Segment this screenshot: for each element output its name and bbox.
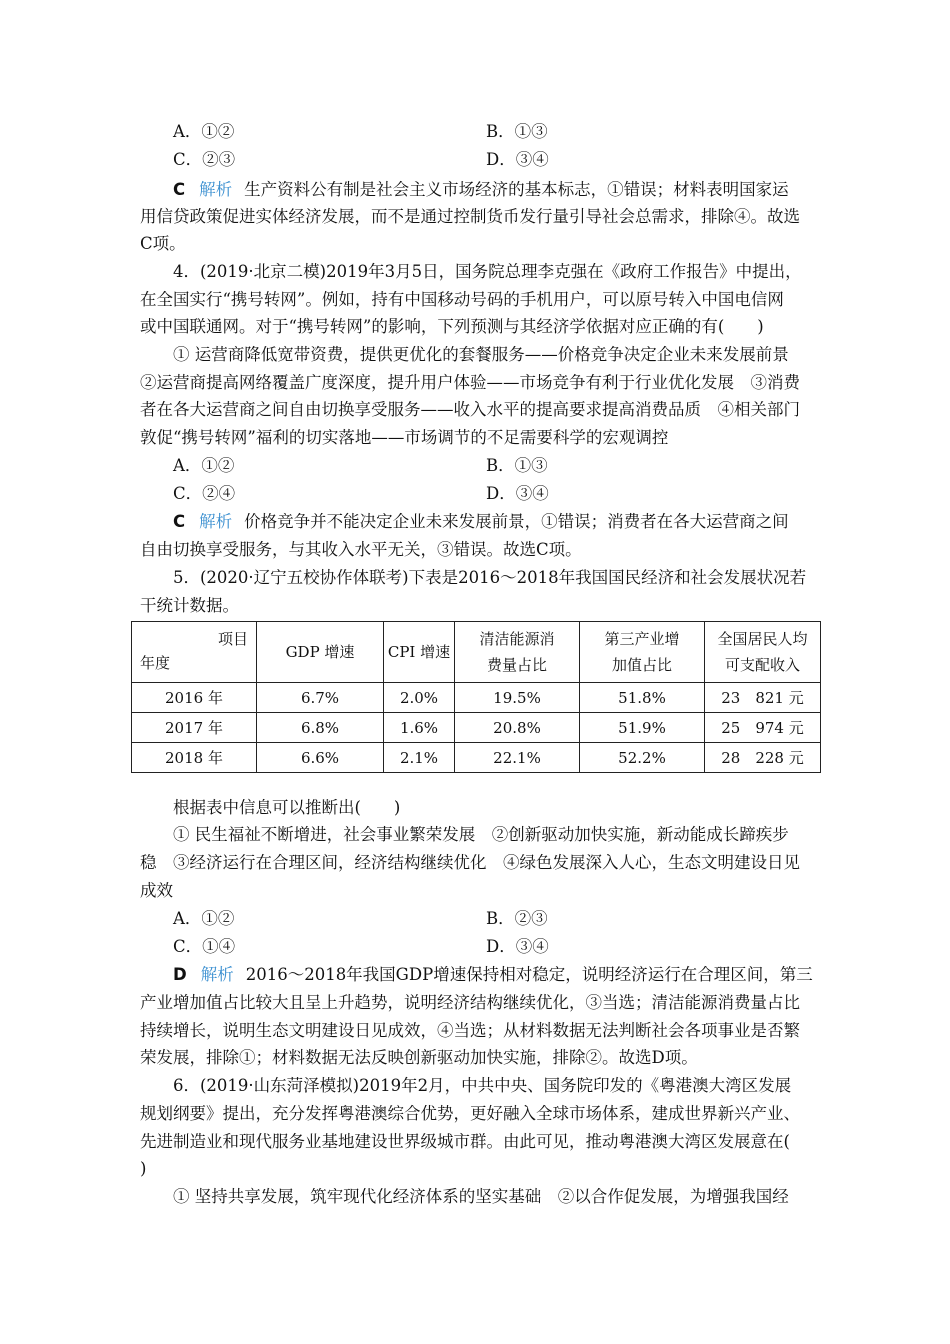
q6-statement-line-1: ① 坚持共享发展，筑牢现代化经济体系的坚实基础 ②以合作促发展，为增强我国经 — [173, 1187, 789, 1206]
q4-statement-line-3: 者在各大运营商之间自由切换享受服务——收入水平的提高要求提高消费品质 ④相关部门 — [140, 400, 800, 419]
q4-option-a[interactable]: A．①② — [173, 456, 235, 475]
q3-option-d[interactable]: D．③④ — [486, 150, 549, 169]
q5-explain-line-3: 持续增长，说明生态文明建设日见成效，④当选；从材料数据无法判断社会各项事业是否繁 — [140, 1021, 800, 1040]
header-cpi: CPI 增速 — [384, 622, 455, 683]
table-cell: 28 228 元 — [705, 743, 821, 773]
q4-statement-line-2: ②运营商提高网络覆盖广度深度，提升用户体验——市场竞争有利于行业优化发展 ③消费 — [140, 373, 800, 392]
q4-option-c[interactable]: C．②④ — [173, 484, 236, 503]
table-cell: 6.8% — [257, 713, 384, 743]
q4-stem-line-3: 或中国联通网。对于“携号转网”的影响，下列预测与其经济学依据对应正确的有( ) — [140, 317, 764, 336]
q5-option-c[interactable]: C．①④ — [173, 937, 236, 956]
q5-option-d[interactable]: D．③④ — [486, 937, 549, 956]
q5-explain-line-1 — [173, 965, 853, 985]
q5-question: 根据表中信息可以推断出( ) — [173, 798, 401, 817]
q3-option-b[interactable]: B．①③ — [486, 122, 548, 141]
table-cell: 6.7% — [257, 683, 384, 713]
q4-statement-line-4: 敦促“携号转网”福利的切实落地——市场调节的不足需要科学的宏观调控 — [140, 428, 669, 447]
q6-stem-line-1: 6．(2019·山东菏泽模拟)2019年2月，中共中央、国务院印发的《粤港澳大湾区发展 — [173, 1076, 792, 1095]
table-cell: 2.0% — [384, 683, 455, 713]
q5-option-a[interactable]: A．①② — [173, 909, 235, 928]
table-cell: 52.2% — [580, 743, 705, 773]
table-cell-year: 2016 年 — [132, 683, 257, 713]
table-cell: 6.6% — [257, 743, 384, 773]
statistics-table — [131, 621, 821, 773]
q3-answer: C — [173, 180, 186, 199]
q5-explain-line-2: 产业增加值占比较大且呈上升趋势，说明经济结构继续优化，③当选；清洁能源消费量占比 — [140, 993, 800, 1012]
table-row — [132, 743, 821, 773]
corner-label-year: 年度 — [140, 654, 171, 672]
q4-analysis-tag: 解析 — [199, 512, 233, 531]
table-row — [132, 713, 821, 743]
q3-explain-line-3: C项。 — [140, 234, 186, 253]
table-cell-year: 2017 年 — [132, 713, 257, 743]
q3-explain-line-1 — [173, 180, 853, 200]
q6-stem-line-4: ) — [140, 1159, 147, 1178]
q5-statement-line-2: 稳 ③经济运行在合理区间，经济结构继续优化 ④绿色发展深入人心，生态文明建设日见 — [140, 853, 800, 872]
q5-explain-text: 2016～2018年我国GDP增速保持相对稳定，说明经济运行在合理区间，第三 — [245, 965, 813, 984]
table-cell: 2.1% — [384, 743, 455, 773]
table-cell: 51.9% — [580, 713, 705, 743]
q4-stem-line-1: 4．(2019·北京二模)2019年3月5日，国务院总理李克强在《政府工作报告》中提出， — [173, 262, 802, 281]
q4-option-b[interactable]: B．①③ — [486, 456, 548, 475]
q4-explain-line-1 — [173, 512, 853, 532]
corner-label-item: 项目 — [217, 630, 248, 648]
table-header-row — [132, 622, 821, 683]
q5-analysis-tag: 解析 — [200, 965, 234, 984]
header-gdp: GDP 增速 — [257, 622, 384, 683]
table-cell: 23 821 元 — [705, 683, 821, 713]
q4-explain-text: 价格竞争并不能决定企业未来发展前景，①错误；消费者在各大运营商之间 — [244, 512, 789, 531]
table-corner-cell — [132, 622, 257, 683]
q3-option-c[interactable]: C．②③ — [173, 150, 236, 169]
q5-statement-line-1: ① 民生福祉不断增进，社会事业繁荣发展 ②创新驱动加快实施，新动能成长蹄疾步 — [173, 825, 789, 844]
table-cell: 25 974 元 — [705, 713, 821, 743]
q3-analysis-tag: 解析 — [199, 180, 233, 199]
table-cell: 19.5% — [455, 683, 580, 713]
q5-stem-line-1: 5．(2020·辽宁五校协作体联考)下表是2016～2018年我国国民经济和社会发展状况若 — [173, 568, 807, 587]
q6-stem-line-2: 规划纲要》提出，充分发挥粤港澳综合优势，更好融入全球市场体系，建成世界新兴产业、 — [140, 1104, 800, 1123]
table-cell: 22.1% — [455, 743, 580, 773]
q4-answer: C — [173, 512, 186, 531]
header-tertiary: 第三产业增 加值占比 — [580, 622, 705, 683]
q3-explain-line-2: 用信贷政策促进实体经济发展，而不是通过控制货币发行量引导社会总需求，排除④。故选 — [140, 207, 800, 226]
q3-explain-text: 生产资料公有制是社会主义市场经济的基本标志，①错误；材料表明国家运 — [244, 180, 789, 199]
q3-option-a[interactable]: A．①② — [173, 122, 235, 141]
table-cell: 1.6% — [384, 713, 455, 743]
q5-answer: D — [173, 965, 187, 984]
q5-stem-line-2: 干统计数据。 — [140, 596, 239, 615]
table-cell: 20.8% — [455, 713, 580, 743]
header-income: 全国居民人均 可支配收入 — [705, 622, 821, 683]
q4-statement-line-1: ① 运营商降低宽带资费，提供更优化的套餐服务——价格竞争决定企业未来发展前景 — [173, 345, 789, 364]
q6-stem-line-3: 先进制造业和现代服务业基地建设世界级城市群。由此可见，推动粤港澳大湾区发展意在( — [140, 1132, 790, 1151]
q4-stem-line-2: 在全国实行“携号转网”。例如，持有中国移动号码的手机用户，可以原号转入中国电信网 — [140, 290, 784, 309]
q5-statement-line-3: 成效 — [140, 881, 173, 900]
q5-explain-line-4: 荣发展，排除①；材料数据无法反映创新驱动加快实施，排除②。故选D项。 — [140, 1048, 698, 1067]
table-cell: 51.8% — [580, 683, 705, 713]
q5-option-b[interactable]: B．②③ — [486, 909, 548, 928]
header-clean-energy: 清洁能源消 费量占比 — [455, 622, 580, 683]
q4-option-d[interactable]: D．③④ — [486, 484, 549, 503]
table-cell-year: 2018 年 — [132, 743, 257, 773]
table-row — [132, 683, 821, 713]
q4-explain-line-2: 自由切换享受服务，与其收入水平无关，③错误。故选C项。 — [140, 540, 582, 559]
